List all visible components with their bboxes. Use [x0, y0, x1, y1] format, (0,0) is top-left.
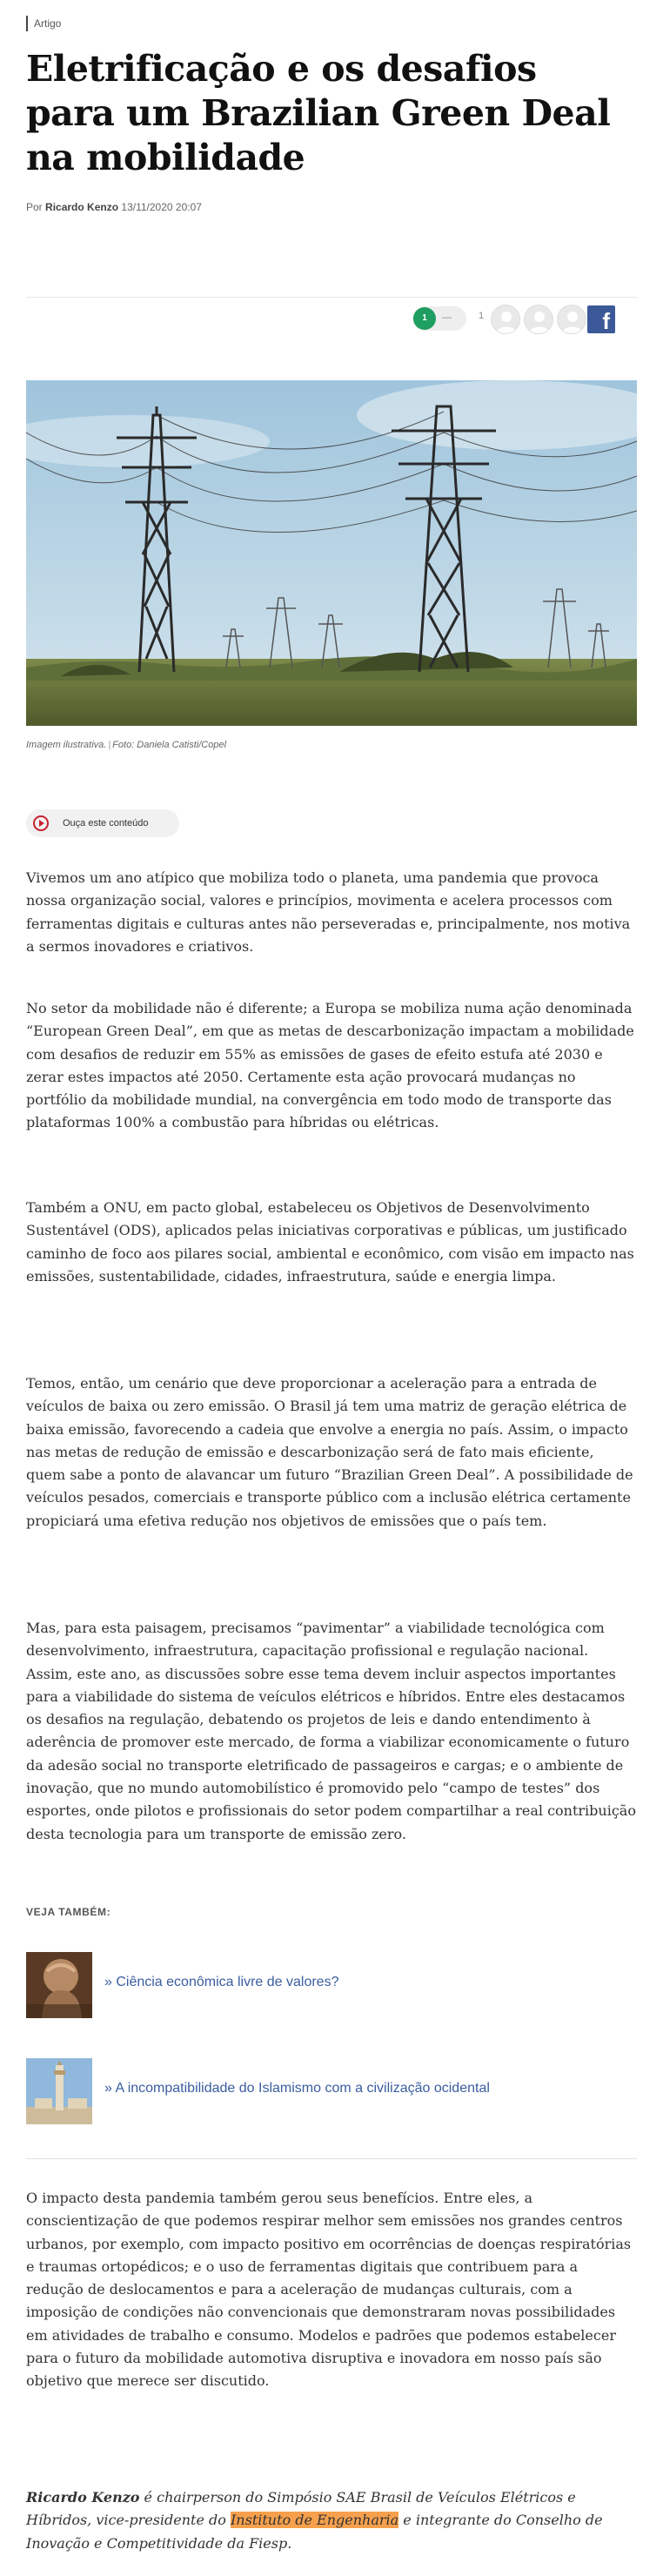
caption-text: Imagem ilustrativa. — [26, 740, 107, 750]
user-icon — [558, 305, 586, 334]
publish-datetime: 13/11/2020 20:07 — [121, 201, 202, 213]
photo-credit: Foto: Daniela Catisti/Copel — [112, 740, 227, 750]
byline — [26, 201, 202, 213]
highlighted-term: Instituto de Engenharia — [230, 2512, 399, 2529]
avatar[interactable] — [524, 305, 553, 334]
article-paragraph: O impacto desta pandemia também gerou seus benefícios. Entre eles, a conscientização de que podemos respirar melhor sem emissões nos grandes centros urbanos, por exemplo, com impacto positivo em ocorrências de doenças respiratórias e traumas ortopédicos; e o uso de ferramentas digitais que contribuem para a redução de deslocamentos e para a aceleração de mudanças culturais, com a imposição de condições não convencionais que demonstraram novas possibilidades em atividades de trabalho e consumo. Modelos e padrões que podemos estabelecer para o futuro da mobilidade automotiva disruptiva e inovadora em nosso país são objetivo que merece ser discutido. — [26, 2190, 632, 2390]
related-thumbnail[interactable] — [26, 1952, 92, 2018]
hero-image — [26, 380, 637, 726]
social-bar — [26, 298, 637, 343]
bio-author-name: Ricardo Kenzo — [26, 2489, 140, 2506]
listen-label: Ouça este conteúdo — [63, 818, 149, 828]
bio-text: é chairperson do Simpósio SAE Brasil de Veículos Elétricos e Híbridos, vice-presidente do — [26, 2489, 576, 2529]
related-link[interactable]: » A incompatibilidade do Islamismo com a civilização ocidental — [104, 2081, 490, 2096]
facebook-share-button[interactable] — [587, 305, 615, 333]
listen-button[interactable] — [26, 809, 179, 837]
avatar[interactable] — [557, 305, 586, 334]
related-item[interactable] — [26, 1952, 637, 2020]
reaction-badge: 1 — [413, 307, 436, 330]
facebook-icon: f — [602, 308, 610, 334]
reaction-count: 1 — [479, 311, 485, 321]
user-icon — [525, 305, 553, 334]
reaction-dash: — — [442, 312, 452, 323]
article-paragraph: Temos, então, um cenário que deve proporcionar a aceleração para a entrada de veículos de baixa ou zero emissão. O Brasil já tem uma matriz de geração elétrica de baixa emissão, favorecendo a cadeia que envolve a energia no país. Assim, o impacto nas metas de redução de emissão e descarbonização será de fato mais eficiente, quem sabe a ponto de alavancar um futuro “Brazilian Green Deal”. A possibilidade de veículos pesados, comerciais e transporte público com a inclusão elétrica certamente propiciará uma efetiva redução nos objetivos de emissões que o país tem. — [26, 1375, 633, 1529]
bio-text: e integrante do Conselho de Inovação e Competitividade da Fiesp. — [26, 2512, 603, 2552]
reaction-counter[interactable] — [412, 306, 466, 331]
statue-thumbnail — [26, 1952, 92, 2018]
article-paragraph: No setor da mobilidade não é diferente; a Europa se mobiliza numa ação denominada “European Green Deal”, em que as metas de descarbonização impactam a mobilidade com desafios de reduzir em 55% as emissões de gases de efeito estufa até 2030 e zerar estes impactos até 2050. Certamente esta ação provocará mudanças no portfólio da mobilidade mundial, na convergência em todo modo de transporte das plataformas 100% a combustão para híbridas ou elétricas. — [26, 1000, 634, 1131]
article-title: Eletrificação e os desafios para um Brazilian Green Deal na mobilidade — [26, 48, 611, 178]
avatar[interactable] — [491, 305, 520, 334]
related-thumbnail[interactable] — [26, 2058, 92, 2124]
author-bio — [26, 2486, 637, 2555]
related-item[interactable] — [26, 2058, 637, 2126]
see-also-heading: VEJA TAMBÉM: — [26, 1906, 111, 1918]
related-link[interactable]: » Ciência econômica livre de valores? — [104, 1975, 339, 1989]
article-paragraph: Mas, para esta paisagem, precisamos “pavimentar” a viabilidade tecnológica com desenvolvimento, infraestrutura, capacitação profissional e regulação nacional. Assim, este ano, as discussões sobre esse tema devem incluir aspectos importantes para a viabilidade do sistema de veículos elétricos e híbridos. Entre eles destacamos os desafios na regulação, debatendo os projetos de leis e dando entendimento à aderência de promover este mercado, de forma a viabilizar economicamente o futuro da adesão social no transporte eletrificado de passageiros e cargas; e o ambiente de inovação, que no mundo automobilístico é promovido pelo “campo de testes” dos esportes, onde pilotos e profissionais do setor podem compartilhar a real contribuição desta tecnologia para um transporte de emissão zero. — [26, 1620, 636, 1842]
section-tag[interactable]: Artigo — [26, 16, 61, 31]
user-icon — [492, 305, 520, 334]
article-paragraph: Também a ONU, em pacto global, estabeleceu os Objetivos de Desenvolvimento Sustentável (ODS), aplicados pelas iniciativas corporativas e públicas, um justificado caminho de foco aos pilares social, ambiental e econômico, com visão em impacto nas emissões, sustentabilidade, cidades, infraestrutura, saúde e energia limpa. — [26, 1199, 634, 1285]
divider — [26, 2158, 637, 2159]
power-lines-photo — [26, 380, 637, 726]
byline-prefix: Por — [26, 201, 43, 213]
image-caption: Imagem ilustrativa. | Foto: Daniela Catisti/Copel — [26, 740, 227, 750]
mosque-thumbnail — [26, 2058, 92, 2124]
article-paragraph: Vivemos um ano atípico que mobiliza todo o planeta, uma pandemia que provoca nossa organização social, valores e princípios, movimenta e acelera processos com ferramentas digitais e culturas antes não perseveradas e, principalmente, nos motiva a sermos inovadores e criativos. — [26, 869, 631, 955]
play-icon — [33, 815, 49, 831]
author-name[interactable]: Ricardo Kenzo — [45, 201, 119, 213]
